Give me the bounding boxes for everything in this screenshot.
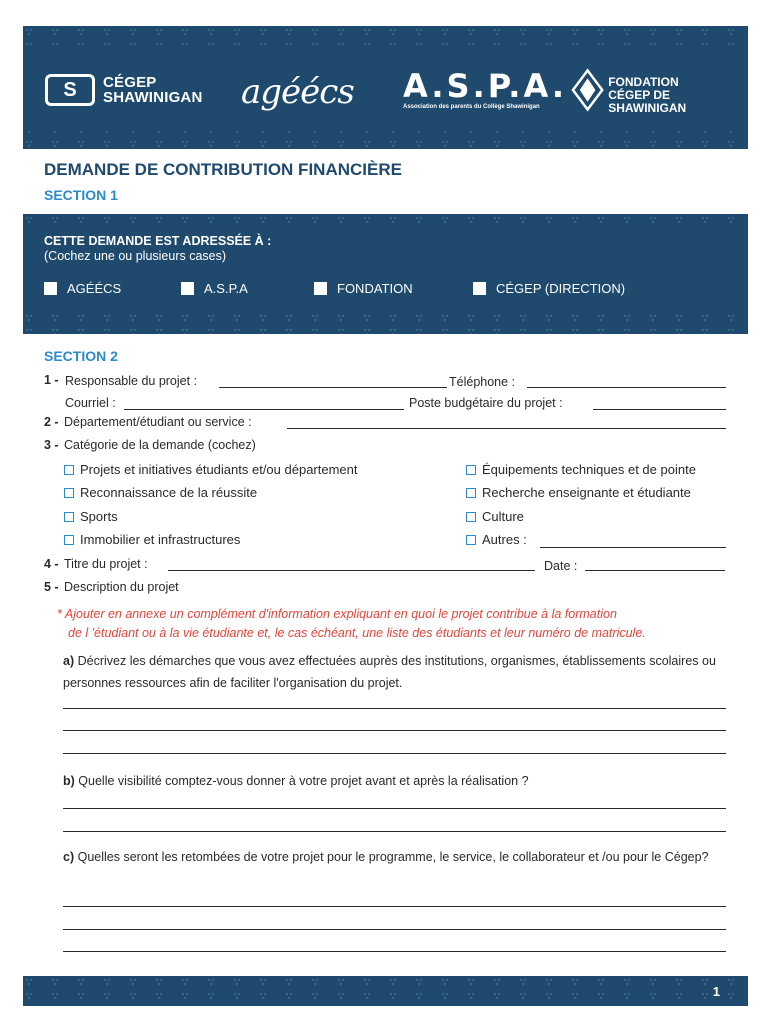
- footer-pattern: [23, 976, 748, 1006]
- category-projets-checkbox[interactable]: [64, 465, 74, 475]
- question-a-label: a): [63, 654, 75, 668]
- section1-box: [23, 214, 748, 334]
- footer-banner: [23, 976, 748, 1006]
- category-culture[interactable]: Culture: [466, 509, 524, 524]
- checkbox-cegep-direction-box[interactable]: [473, 282, 486, 295]
- checkbox-ageecs-label: AGÉÉCS: [67, 281, 122, 296]
- checkbox-aspa[interactable]: [181, 281, 248, 296]
- item2-number: 2 -: [44, 415, 59, 429]
- question-c-text: Quelles seront les retombées de votre projet pour le programme, le service, le collaborateur et /ou pour le Cégep?: [77, 850, 709, 864]
- responsable-label: Responsable du projet :: [65, 374, 198, 388]
- categorie-label: Catégorie de la demande (cochez): [64, 438, 256, 452]
- category-sports-checkbox[interactable]: [64, 512, 74, 522]
- category-reconnaissance-checkbox[interactable]: [64, 488, 74, 498]
- answer-a-line-1[interactable]: [63, 708, 726, 709]
- titre-field[interactable]: [168, 570, 535, 571]
- checkbox-fondation-label: FONDATION: [337, 281, 413, 296]
- item1-number: 1 -: [44, 373, 59, 387]
- checkbox-aspa-label: A.S.P.A: [204, 281, 248, 296]
- category-autres-checkbox[interactable]: [466, 535, 476, 545]
- answer-c-line-3[interactable]: [63, 951, 726, 952]
- question-b-label: b): [63, 774, 75, 788]
- checkbox-ageecs-box[interactable]: [44, 282, 57, 295]
- page-number: 1: [712, 984, 720, 999]
- departement-field[interactable]: [287, 428, 726, 429]
- question-b-text: Quelle visibilité comptez-vous donner à votre projet avant et après la réalisation ?: [78, 774, 529, 788]
- section1-subheading: (Cochez une ou plusieurs cases): [44, 249, 227, 263]
- fondation-logo-line1: FONDATION: [608, 75, 679, 89]
- answer-b-line-1[interactable]: [63, 808, 726, 809]
- aspa-logo: A.S.P.A. Association des parents du Collège Shawinigan: [403, 67, 567, 110]
- checkbox-ageecs[interactable]: [44, 281, 121, 296]
- poste-label: Poste budgétaire du projet :: [409, 396, 563, 410]
- category-culture-checkbox[interactable]: [466, 512, 476, 522]
- category-immobilier-checkbox[interactable]: [64, 535, 74, 545]
- answer-c-line-2[interactable]: [63, 929, 726, 930]
- checkbox-fondation-box[interactable]: [314, 282, 327, 295]
- question-a: [63, 650, 723, 694]
- section2-label: SECTION 2: [44, 348, 118, 364]
- answer-c-line-1[interactable]: [63, 906, 726, 907]
- answer-b-line-2[interactable]: [63, 831, 726, 832]
- fondation-logo-line2: CÉGEP DE SHAWINIGAN: [608, 88, 687, 115]
- question-a-text: Décrivez les démarches que vous avez effectuées auprès des institutions, organismes, établissements scolaires ou personnes ressources afin de faciliter l'organisation du projet.: [63, 654, 716, 690]
- category-projets[interactable]: Projets et initiatives étudiants et/ou département: [64, 462, 358, 477]
- autres-field[interactable]: [540, 547, 726, 548]
- form-title: DEMANDE DE CONTRIBUTION FINANCIÈRE: [44, 160, 402, 179]
- poste-field[interactable]: [593, 409, 726, 410]
- category-equipements[interactable]: Équipements techniques et de pointe: [466, 462, 696, 477]
- category-equipements-checkbox[interactable]: [466, 465, 476, 475]
- header-banner: [23, 26, 748, 149]
- fondation-logo: [571, 64, 748, 115]
- courriel-label: Courriel :: [65, 396, 116, 410]
- question-b: [63, 770, 723, 792]
- ageecs-logo: agéécs: [241, 72, 354, 112]
- category-autres[interactable]: Autres :: [466, 532, 527, 547]
- category-immobilier[interactable]: Immobilier et infrastructures: [64, 532, 240, 547]
- departement-label: Département/étudiant ou service :: [64, 415, 252, 429]
- answer-a-line-2[interactable]: [63, 730, 726, 731]
- section1-label: SECTION 1: [44, 187, 118, 203]
- category-sports[interactable]: Sports: [64, 509, 118, 524]
- question-c: [63, 846, 723, 868]
- telephone-label: Téléphone :: [449, 375, 516, 389]
- item4-number: 4 -: [44, 557, 59, 571]
- checkbox-cegep-direction[interactable]: [473, 281, 625, 296]
- annex-note-line2: de l 'étudiant ou à la vie étudiante et, le cas échéant, une liste des étudiants et leur numéro de matricule.: [68, 626, 646, 640]
- titre-label: Titre du projet :: [64, 557, 148, 571]
- item5-number: 5 -: [44, 580, 59, 594]
- answer-a-line-3[interactable]: [63, 753, 726, 754]
- checkbox-aspa-box[interactable]: [181, 282, 194, 295]
- category-recherche[interactable]: Recherche enseignante et étudiante: [466, 485, 691, 500]
- cegep-logo-line2: SHAWINIGAN: [103, 89, 203, 106]
- section1-heading: CETTE DEMANDE EST ADRESSÉE À :: [44, 234, 272, 248]
- checkbox-fondation[interactable]: [314, 281, 413, 296]
- description-label: Description du projet: [64, 580, 179, 594]
- category-recherche-checkbox[interactable]: [466, 488, 476, 498]
- item3-number: 3 -: [44, 438, 59, 452]
- cegep-emblem-icon: S: [45, 74, 95, 106]
- checkbox-cegep-direction-label: CÉGEP (DIRECTION): [496, 281, 626, 296]
- telephone-field[interactable]: [527, 387, 726, 388]
- question-c-label: c): [63, 850, 75, 864]
- date-field[interactable]: [585, 570, 725, 571]
- courriel-field[interactable]: [124, 409, 404, 410]
- fondation-diamond-icon: [571, 68, 604, 112]
- section1-pattern: [23, 214, 748, 334]
- cegep-logo: [45, 74, 203, 106]
- cegep-logo-line1: CÉGEP: [103, 74, 157, 91]
- responsable-field[interactable]: [219, 387, 447, 388]
- category-reconnaissance[interactable]: Reconnaissance de la réussite: [64, 485, 257, 500]
- date-label: Date :: [544, 559, 578, 573]
- annex-note-line1: * Ajouter en annexe un complément d'information expliquant en quoi le projet contribue à la formation: [57, 607, 617, 621]
